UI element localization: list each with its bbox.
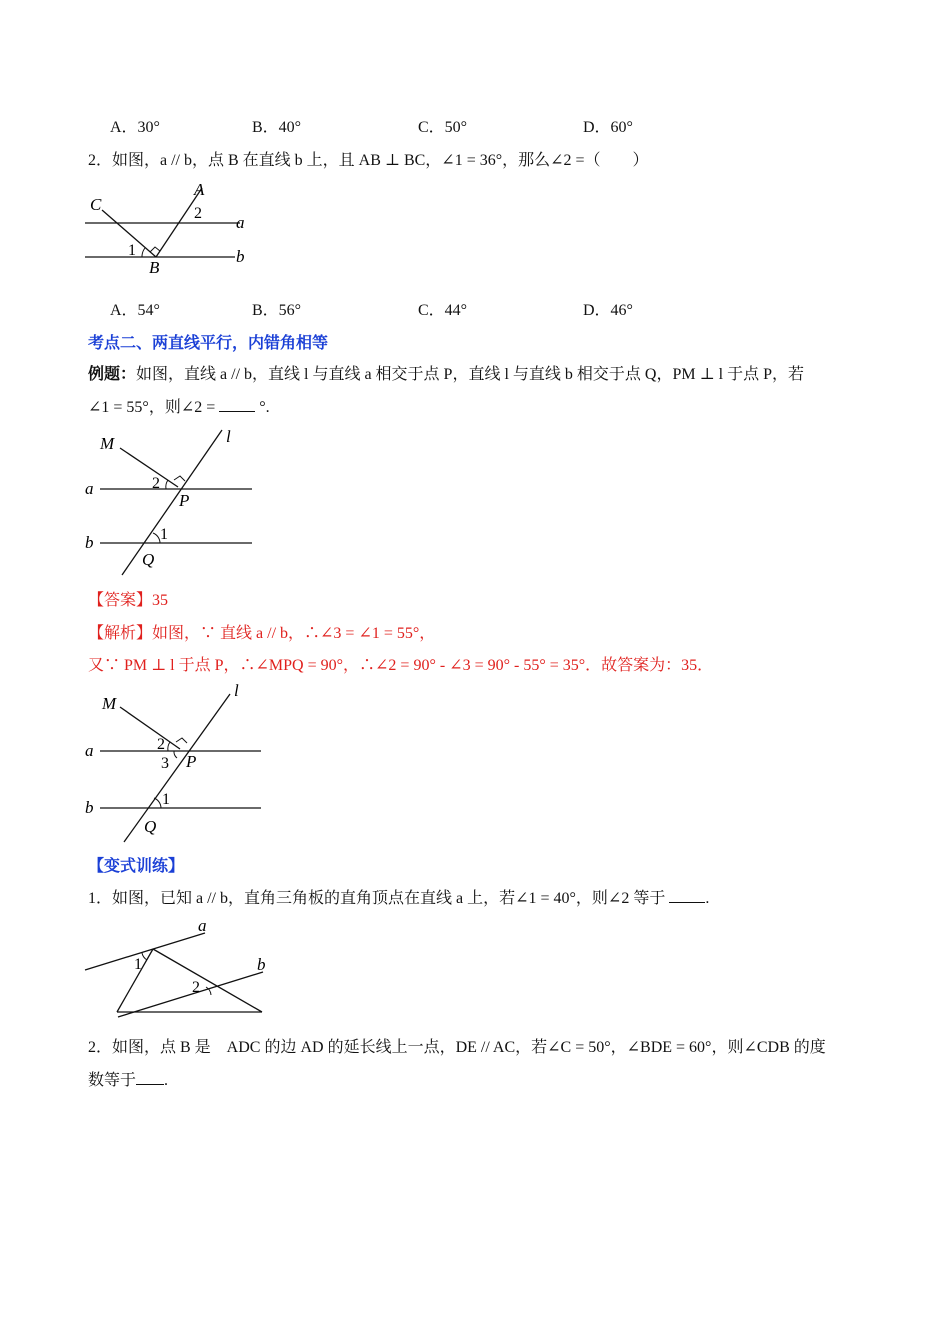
angle-1-arc — [153, 533, 160, 543]
label-1: 1 — [134, 956, 142, 973]
label-a: a — [85, 741, 94, 760]
practice-q2-line-1: 2．如图，点 B 是 ADC 的边 AD 的延长线上一点，DE // AC，若∠C = 50°，∠BDE = 60°，则∠CDB 的度 — [88, 1039, 826, 1056]
right-angle-mark — [174, 476, 185, 481]
practice-q2-line-2: 数等于 . — [88, 1072, 169, 1089]
example-label: 例题： — [88, 366, 137, 383]
label-Q: Q — [142, 550, 155, 569]
label-2: 2 — [194, 205, 202, 222]
option-b: B．40° — [252, 119, 302, 136]
label-l: l — [234, 681, 239, 700]
practice-q2-text-2: 数等于 — [88, 1072, 137, 1089]
label-P: P — [179, 491, 190, 510]
practice-q1-blank — [669, 888, 705, 903]
label-1: 1 — [162, 791, 170, 808]
label-1: 1 — [160, 526, 168, 543]
analysis-text-1: 如图，∵ 直线 a // b，∴∠3 = ∠1 = 55°， — [152, 625, 436, 642]
label-2: 2 — [152, 475, 160, 492]
label-2: 2 — [192, 979, 200, 996]
label-3: 3 — [161, 755, 169, 772]
label-2: 2 — [157, 736, 165, 753]
label-a: a — [85, 479, 94, 498]
label-M: M — [102, 694, 117, 713]
label-Q: Q — [144, 817, 157, 836]
label-B: B — [149, 258, 160, 277]
right-angle-mark — [176, 738, 187, 743]
section-heading: 考点二、两直线平行，内错角相等 — [88, 335, 329, 352]
example-line-1 — [88, 361, 804, 384]
angle-3-arc — [174, 751, 177, 758]
label-P: P — [186, 752, 197, 771]
option-d: D．46° — [583, 302, 633, 319]
practice-q2-blank — [136, 1070, 164, 1085]
question-1-options — [0, 114, 950, 138]
right-angle-mark — [150, 247, 160, 252]
angle-2-arc — [166, 480, 168, 489]
label-b: b — [85, 798, 94, 817]
answer-label: 【答案】 — [88, 592, 153, 609]
example-text-1: 如图，直线 a // b，直线 l 与直线 a 相交于点 P，直线 l 与直线 b 相交于点 Q，PM ⊥ l 于点 P，若 — [136, 366, 804, 383]
option-c: C．50° — [418, 119, 468, 136]
option-b: B．56° — [252, 302, 302, 319]
label-b: b — [236, 247, 245, 266]
example-text-2: ∠1 = 55°，则∠2 = — [88, 399, 216, 416]
analysis-label: 【解析】 — [88, 625, 153, 642]
practice-q1-text: 1．如图，已知 a // b，直角三角板的直角顶点在直线 a 上，若∠1 = 40°，则∠2 等于 — [88, 890, 666, 907]
line-l — [122, 430, 222, 575]
example-figure — [80, 420, 270, 580]
ray-pm — [120, 707, 180, 749]
label-C: C — [90, 195, 102, 214]
question-2-text: 2．如图，a // b，点 B 在直线 b 上，且 AB ⊥ BC，∠1 = 36°，那么∠2 =（ ） — [88, 152, 649, 169]
label-l: l — [226, 427, 231, 446]
analysis-figure — [80, 682, 280, 847]
label-A: A — [194, 180, 205, 199]
angle-2-arc — [168, 742, 170, 751]
question-2-figure — [80, 178, 270, 278]
option-a: A．30° — [110, 119, 160, 136]
analysis-line-2: 又∵ PM ⊥ l 于点 P，∴∠MPQ = 90°，∴∠2 = 90° - ∠3 = 90° - 55° = 35°．故答案为：35． — [88, 657, 714, 674]
label-1: 1 — [128, 242, 136, 259]
option-a: A．54° — [110, 302, 160, 319]
label-b: b — [85, 533, 94, 552]
question-2-options — [0, 297, 950, 321]
option-c: C．44° — [418, 302, 468, 319]
label-M: M — [100, 434, 115, 453]
example-text-2-end: °. — [259, 399, 270, 416]
example-line-2 — [88, 394, 270, 417]
label-a: a — [236, 213, 245, 232]
label-a: a — [198, 916, 207, 935]
answer-line — [88, 587, 168, 610]
triangle-hyp — [153, 949, 262, 1012]
angle-1-arc — [142, 953, 147, 960]
angle-1-arc — [142, 248, 145, 257]
line-a — [85, 933, 205, 970]
ray-pm — [120, 448, 178, 487]
line-l — [124, 694, 230, 842]
line-b — [118, 972, 263, 1017]
practice-q1: 1．如图，已知 a // b，直角三角板的直角顶点在直线 a 上，若∠1 = 40°，则∠2 等于 . — [88, 890, 710, 907]
practice-heading: 【变式训练】 — [88, 858, 185, 875]
practice-q1-figure — [80, 915, 280, 1025]
answer-blank — [219, 397, 255, 412]
analysis-line-1 — [88, 620, 435, 643]
option-d: D．60° — [583, 119, 633, 136]
label-b: b — [257, 955, 266, 974]
answer-value: 35 — [152, 592, 169, 609]
